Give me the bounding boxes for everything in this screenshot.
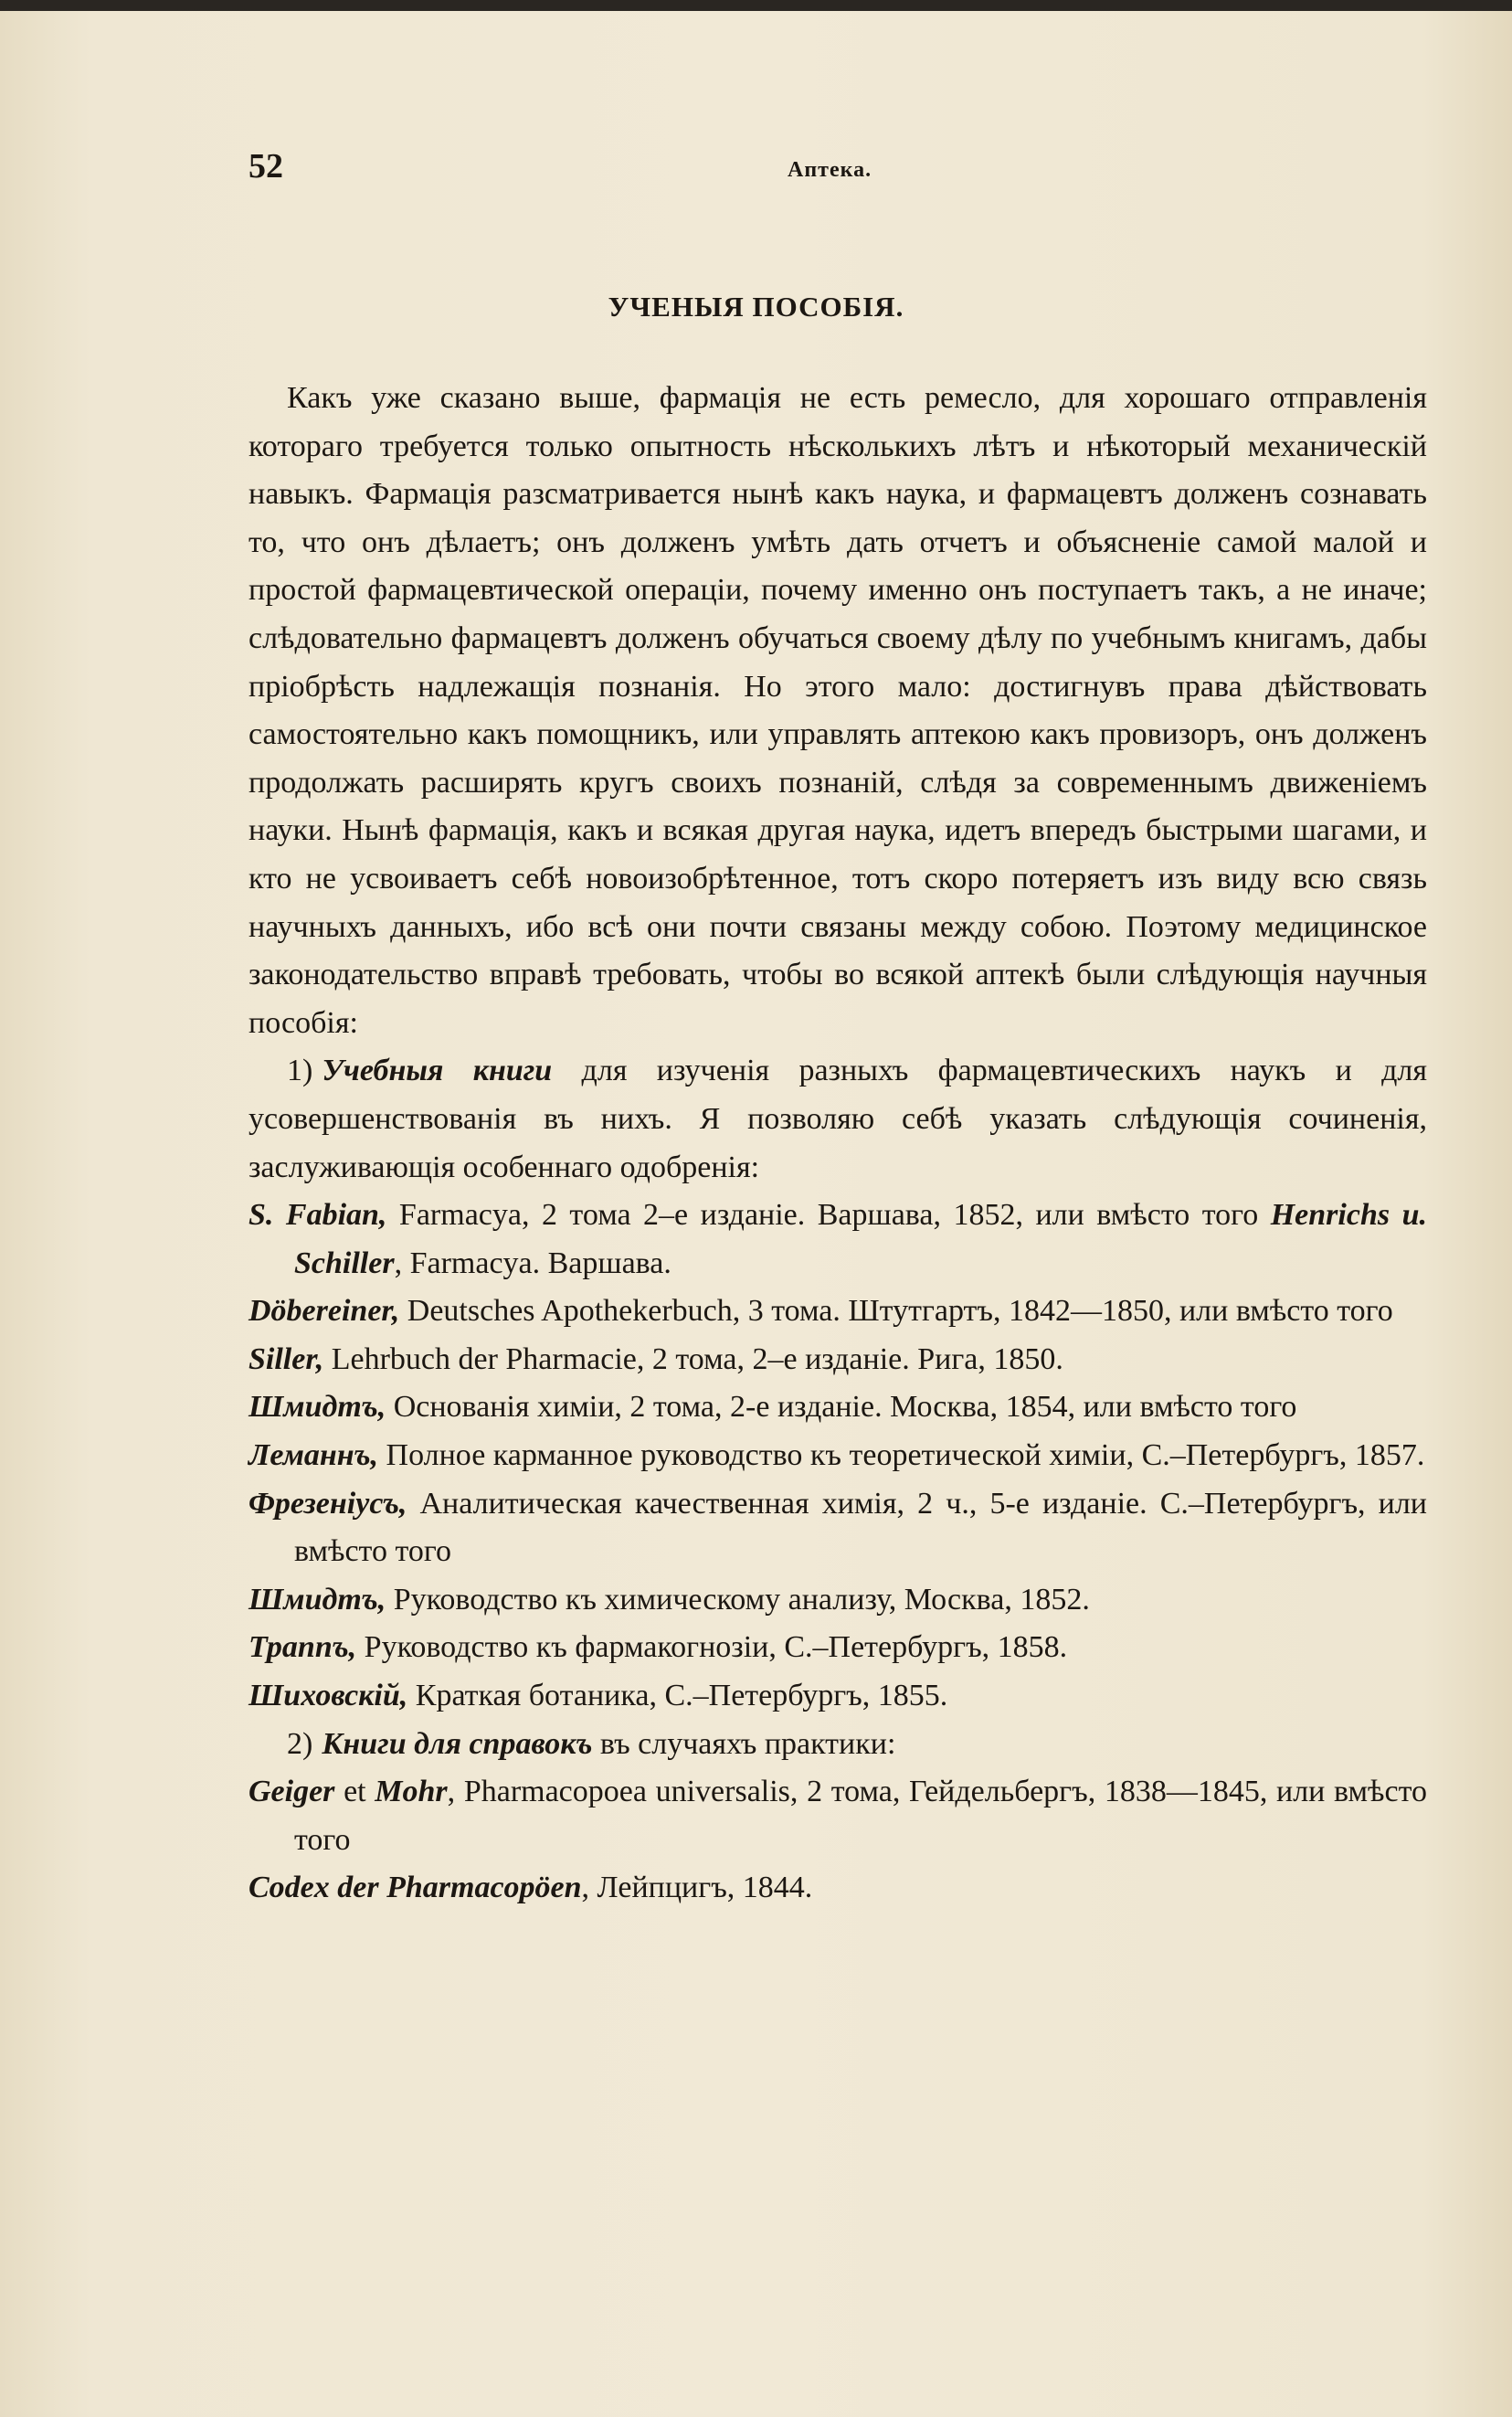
entry-text: Руководство къ химическому анализу, Москва, 1852. [386,1582,1090,1617]
bibliography-entry [248,1288,1427,1336]
list-heading: Учебныя книги [322,1054,553,1088]
entry-author: Фрезеніусъ, [248,1486,407,1521]
section-title: УЧЕНЫЯ ПОСОБІЯ. [608,291,904,323]
entry-author: Codex der Pharmacopöen [248,1871,582,1905]
page-body [248,375,1427,1913]
bibliography-entry [248,1383,1427,1432]
list-heading: Книги для справокъ [322,1726,593,1761]
entry-text: , Лейпцигъ, 1844. [581,1871,813,1905]
bibliography-entry [248,1336,1427,1384]
entry-text: Lehrbuch der Pharmacie, 2 тома, 2–е изданіе. Рига, 1850. [323,1341,1063,1376]
entry-text-2: , Pharmacopoea universalis, 2 тома, Гейдельбергъ, 1838—1845, или вмѣсто того [294,1775,1427,1857]
entry-text: Аналитическая качественная химія, 2 ч., 5-е изданіе. С.–Петербургъ, или вмѣсто того [294,1486,1427,1569]
entry-text: Руководство къ фармакогнозіи, С.–Петербургъ, 1858. [356,1630,1068,1665]
entry-author: Döbereiner, [248,1294,400,1329]
bibliography-entry [248,1576,1427,1625]
running-head: Аптека. [788,158,872,182]
entry-text: Полное карманное руководство къ теоретической химіи, С.–Петербургъ, 1857. [378,1438,1425,1473]
bibliography-entry [248,1624,1427,1672]
entry-author-2: Mohr [375,1775,448,1809]
entry-text: Deutsches Apothekerbuch, 3 тома. Штутгартъ, 1842—1850, или вмѣсто того [399,1294,1393,1329]
entry-author: Siller, [248,1341,324,1376]
entry-text-2: , Farmacya. Варшава. [394,1246,671,1280]
bibliography-entry [248,1192,1427,1288]
list-number: 1) [287,1054,313,1088]
entry-text: Краткая ботаника, С.–Петербургъ, 1855. [407,1679,948,1713]
reference-list [248,1768,1427,1913]
scan-top-edge [0,0,1512,11]
intro-paragraph: Какъ уже сказано выше, фармація не есть ремесло, для хорошаго отправленія котораго требуется только опытность нѣсколькихъ лѣтъ и нѣкоторый механическій навыкъ. Фармація разсматривается нынѣ какъ наука, и фармацевтъ долженъ сознавать то, что онъ дѣлаетъ; онъ долженъ умѣть дать отчетъ и объясненіе самой малой и простой фармацевтической операціи, почему именно онъ поступаетъ такъ, а не иначе; слѣдовательно фармацевтъ долженъ обучаться своему дѣлу по учебнымъ книгамъ, дабы пріобрѣсть надлежащія познанія. Но этого мало: достигнувъ права дѣйствовать самостоятельно какъ помощникъ, или управлять аптекою какъ провизоръ, онъ долженъ продолжать расширять кругъ своихъ познаній, слѣдя за современнымъ движеніемъ науки. Нынѣ фармація, какъ и всякая другая наука, идетъ впередъ быстрыми шагами, и кто не усвоиваетъ себѣ новоизобрѣтенное, тотъ скоро потеряетъ изъ виду всю связь научныхъ данныхъ, ибо всѣ они почти связаны между собою. Поэтому медицинское законодательство вправѣ требовать, чтобы во всякой аптекѣ были слѣдующія научныя пособія: [248,381,1427,1040]
entry-author: Леманнъ, [248,1438,379,1473]
bibliography-entry [248,1768,1427,1864]
bibliography-entry [248,1672,1427,1721]
entry-author: Geiger [248,1775,335,1809]
textbook-list [248,1192,1427,1721]
list-item-1-intro [248,1047,1427,1192]
entry-text: Основанія химіи, 2 тома, 2-е изданіе. Москва, 1854, или вмѣсто того [386,1390,1297,1425]
entry-author: Шиховскій, [248,1679,408,1713]
entry-author: Шмидтъ, [248,1390,386,1425]
list-text: для изученія разныхъ фармацевтическихъ наукъ и для усовершенствованія въ нихъ. Я позволяю себѣ указать слѣдующія сочиненія, заслуживающія особеннаго одобренія: [248,1054,1427,1184]
list-item-2-intro [248,1721,1427,1769]
entry-author-2: Henrichs u. Schiller [294,1198,1427,1280]
entry-text: Farmacya, 2 тома 2–е изданіе. Варшава, 1852, или вмѣсто того [386,1198,1271,1233]
list-number: 2) [287,1726,313,1761]
list-text: въ случаяхъ практики: [599,1726,896,1761]
bibliography-entry [248,1432,1427,1480]
bibliography-entry [248,1480,1427,1576]
entry-author: Траппъ, [248,1630,357,1665]
entry-author: Шмидтъ, [248,1582,386,1617]
bibliography-entry [248,1864,1427,1913]
entry-text: et [334,1775,375,1809]
entry-author: S. Fabian, [248,1198,387,1233]
page-number: 52 [248,147,283,186]
